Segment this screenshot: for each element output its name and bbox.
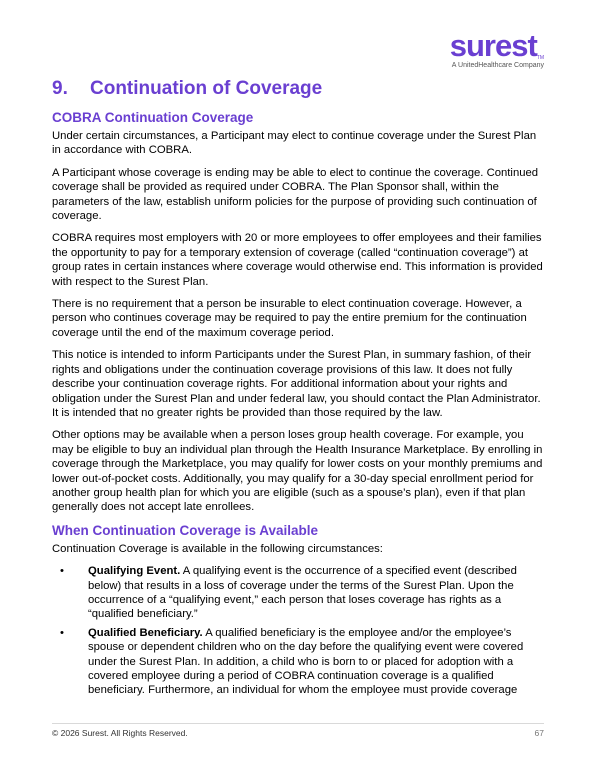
logo-trademark: TM [536, 55, 544, 61]
document-body [52, 78, 546, 702]
paragraph: Other options may be available when a person loses group health coverage. For example, you may be eligible to buy an individual plan through the Health Insurance Marketplace. By enrolling in coverage through the Marketplace, you may qualify for lower costs on your monthly premiums and lower out-of-pocket costs. Additionally, you may qualify for a 30-day special enrollment period for another group health plan for which you are eligible (such as a spouse’s plan), even if that plan generally does not accept late enrollees. [52, 429, 543, 514]
surest-logo [450, 30, 544, 69]
copyright-text: © 2026 Surest. All Rights Reserved. [52, 728, 188, 738]
paragraph: A Participant whose coverage is ending may be able to elect to continue the coverage. Continued coverage shall be provided as required under COBRA. The Plan Sponsor shall, within the parameters of the law, establish uniform policies for the purpose of providing such continuation of coverage. [52, 166, 539, 223]
paragraph: This notice is intended to inform Participants under the Surest Plan, in summary fashion, of their rights and obligations under the continuation coverage provisions of this law. It does not fully describe your continuation coverage rights. For additional information about your rights and obligation under the Surest Plan and under federal law, you should contact the Plan Administrator. It is intended that no greater rights be provided than those required by the law. [52, 349, 541, 419]
cobra-subheading: COBRA Continuation Coverage [52, 110, 254, 125]
bullet-icon: • [60, 565, 64, 578]
bullet-list [52, 564, 546, 698]
paragraph: Under certain circumstances, a Participant may elect to continue coverage under the Surest Plan in accordance with COBRA. [52, 130, 537, 157]
bullet-icon: • [60, 626, 64, 639]
bullet-text: A qualifying event is the occurrence of a specified event (described below) that results in a loss of coverage under the terms of the Surest Plan. Upon the occurrence of a “qualifying event,” each person that loses coverage has rights as a “qualified beneficiary.” [88, 565, 517, 621]
availability-subheading: When Continuation Coverage is Available [52, 522, 319, 538]
list-item [52, 626, 546, 698]
logo-tagline: A UnitedHealthcare Company [451, 62, 544, 69]
page-footer [52, 723, 544, 738]
list-item [52, 564, 546, 622]
logo-wordmark: surest [449, 28, 537, 63]
bullet-term: Qualifying Event. [88, 565, 181, 578]
section-title: Continuation of Coverage [90, 78, 323, 99]
paragraph: COBRA requires most employers with 20 or more employees to offer employees and their families the opportunity to pay for a temporary extension of coverage (called “continuation coverage”) at group rates in certain instances where coverage would otherwise end. This information is provided with respect to the Surest Plan. [52, 232, 543, 288]
page-heading [52, 78, 546, 100]
page-number: 67 [534, 728, 544, 738]
paragraph: There is no requirement that a person be insurable to elect continuation coverage. However, a person who continues coverage may be required to pay the entire premium for the continuation coverage until the end of the maximum coverage period. [52, 298, 527, 339]
paragraph: Continuation Coverage is available in the following circumstances: [52, 542, 383, 555]
bullet-term: Qualified Beneficiary. [88, 626, 203, 639]
bullet-text: A qualified beneficiary is the employee and/or the employee’s spouse or dependent children who on the day before the qualifying event were covered under the Surest Plan. In addition, a child who is born to or placed for adoption with a covered employee during a period of COBRA continuation coverage is a qualified beneficiary. Furthermore, an individual for whom the employee must provide coverage [88, 626, 524, 697]
section-number: 9. [52, 78, 68, 99]
